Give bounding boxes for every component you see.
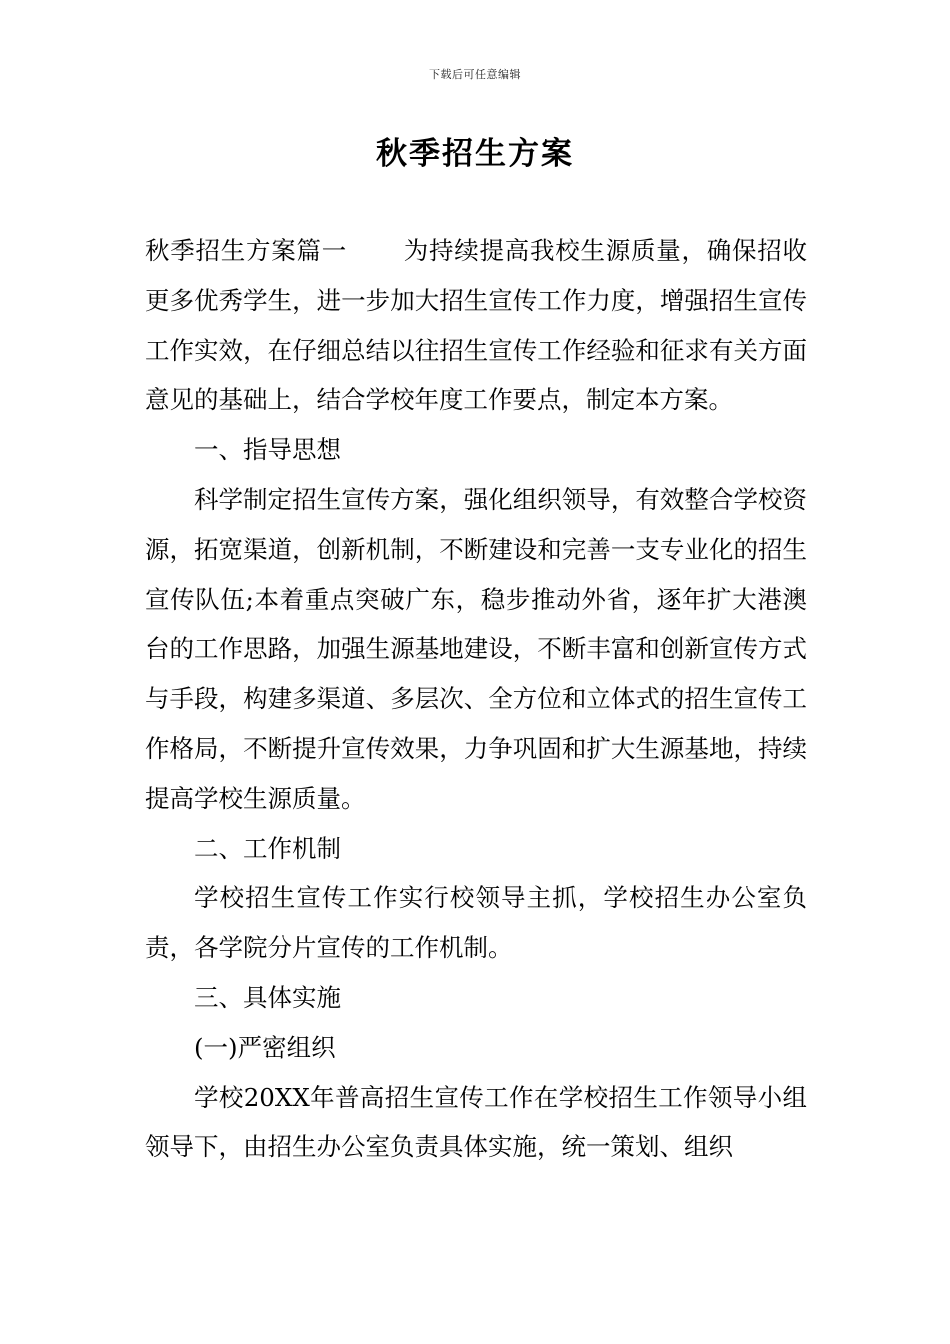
header-note: 下载后可任意编辑	[429, 68, 521, 81]
section-heading-implementation: 三、具体实施	[194, 982, 341, 1012]
document-body	[145, 226, 807, 1172]
paragraph-work-mechanism: 学校招生宣传工作实行校领导主抓，学校招生办公室负责，各学院分片宣传的工作机制。	[145, 883, 807, 963]
section-heading-guiding-ideology: 一、指导思想	[194, 435, 341, 465]
intro-paragraph	[145, 226, 807, 425]
paragraph-strict-organization: 学校20XX年普高招生宣传工作在学校招生工作领导小组领导下，由招生办公室负责具体实施，统一策划、组织	[145, 1082, 807, 1162]
paragraph-guiding-ideology: 科学制定招生宣传方案，强化组织领导，有效整合学校资源，拓宽渠道，创新机制，不断建设和完善一支专业化的招生宣传队伍;本着重点突破广东，稳步推动外省，逐年扩大港澳台的工作思路，加强生源基地建设，不断丰富和创新宣传方式与手段，构建多渠道、多层次、全方位和立体式的招生宣传工作格局，不断提升宣传效果，力争巩固和扩大生源基地，持续提高学校生源质量。	[145, 484, 807, 813]
intro-lead: 秋季招生方案篇一	[145, 236, 347, 265]
subsection-heading-strict-organization: (一)严密组织	[194, 1032, 336, 1062]
document-title: 秋季招生方案	[376, 136, 574, 172]
intro-text: 为持续提高我校生源质量，确保招收更多优秀学生，进一步加大招生宣传工作力度，增强招生宣传工作实效，在仔细总结以往招生宣传工作经验和征求有关方面意见的基础上，结合学校年度工作要点，制定本方案。	[145, 236, 807, 415]
section-heading-work-mechanism: 二、工作机制	[194, 833, 341, 863]
